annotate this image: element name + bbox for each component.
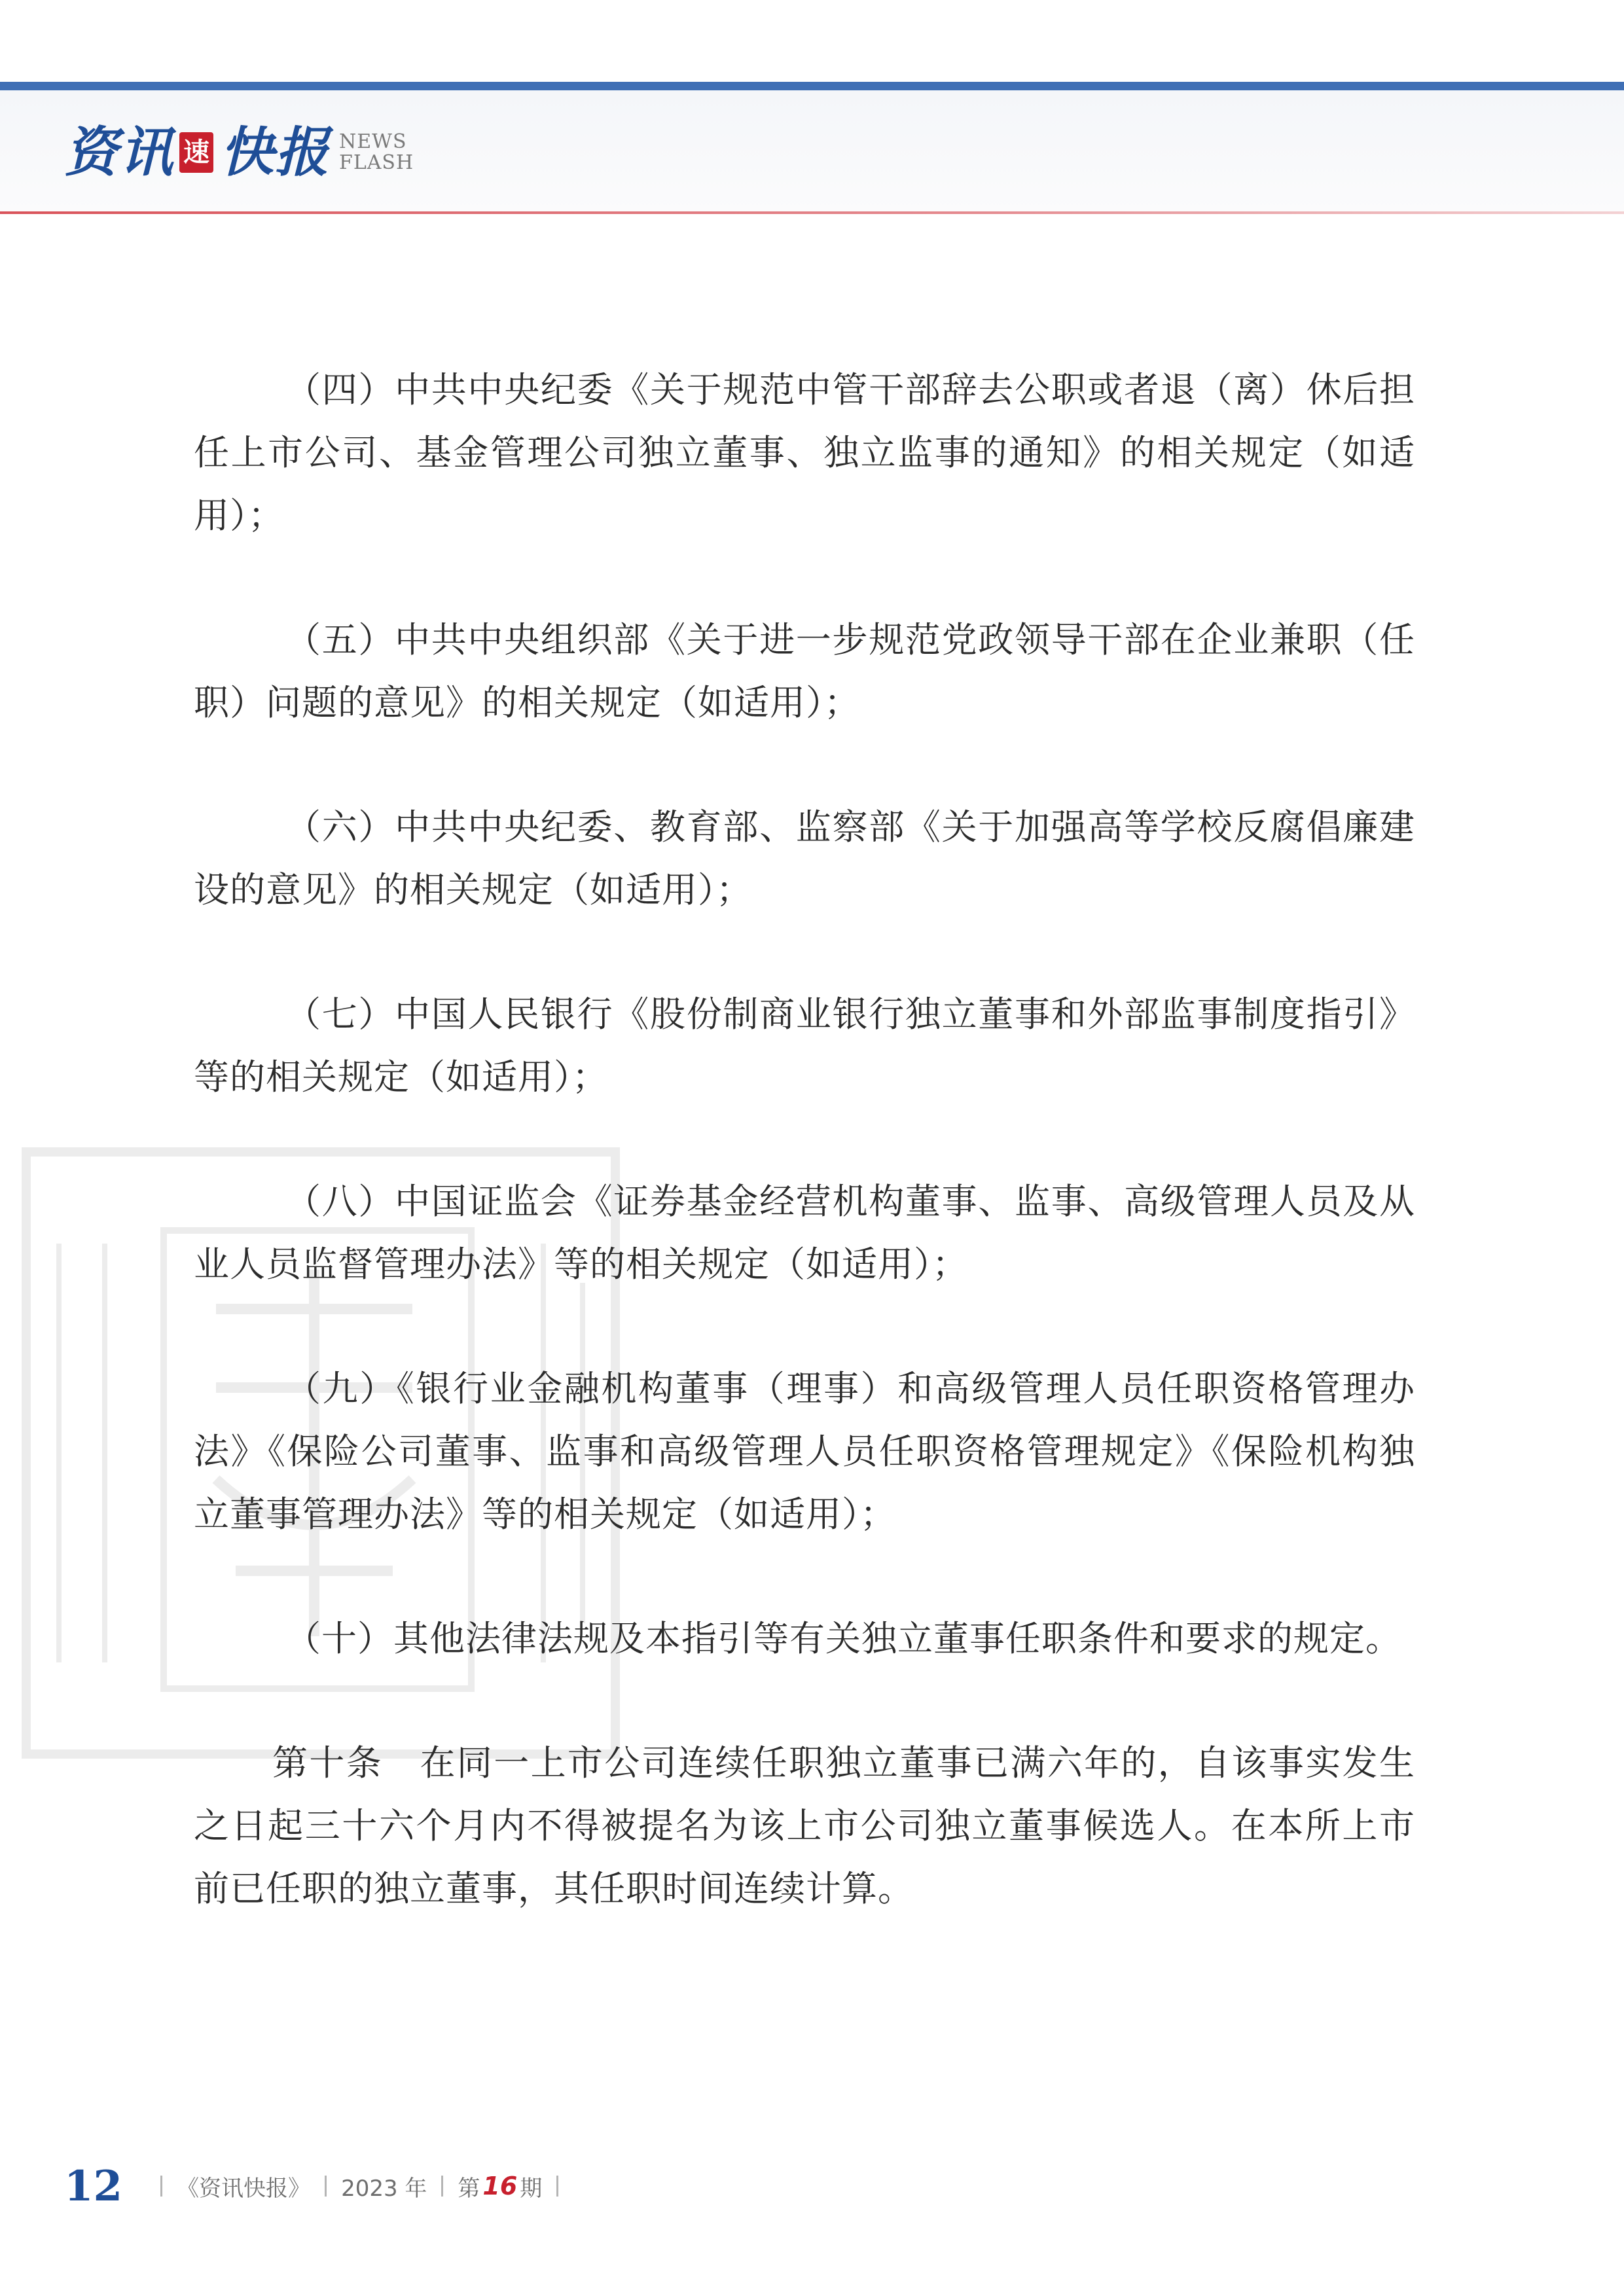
- article-body: [194, 359, 1415, 1982]
- footer-separator: [556, 2176, 558, 2197]
- footer-separator: [441, 2176, 443, 2197]
- logo-english-line1: NEWS: [339, 130, 407, 153]
- footer-issue-number: 16: [482, 2172, 518, 2200]
- logo-title-part2: 快报: [220, 121, 330, 184]
- footer-publication: 《资讯快报》: [177, 2175, 311, 2202]
- logo-title-part1: 资讯: [64, 121, 174, 184]
- paragraph-article-10: 第十条 在同一上市公司连续任职独立董事已满六年的，自该事实发生之日起三十六个月内不得被提名为该上市公司独立董事候选人。在本所上市前已任职的独立董事，其任职时间连续计算。: [194, 1742, 1415, 1909]
- masthead-logo: [64, 117, 414, 188]
- footer-separator: [325, 2176, 327, 2197]
- header-divider: [0, 211, 1624, 214]
- paragraph-item-4: （四）中共中央纪委《关于规范中管干部辞去公职或者退（离）休后担任上市公司、基金管理公司独立董事、独立监事的通知》的相关规定（如适用）；: [194, 369, 1415, 536]
- paragraph-item-8: （八）中国证监会《证券基金经营机构董事、监事、高级管理人员及从业人员监督管理办法》等的相关规定（如适用）；: [194, 1181, 1415, 1285]
- footer-year: 2023 年: [341, 2175, 427, 2202]
- logo-english: [339, 132, 414, 173]
- paragraph-item-10: （十）其他法律法规及本指引等有关独立董事任职条件和要求的规定。: [285, 1618, 1401, 1659]
- logo-seal-icon: [179, 132, 213, 173]
- header-top-bar: [0, 82, 1624, 90]
- footer-issue-prefix: 第: [458, 2175, 480, 2202]
- paragraph-item-5: （五）中共中央组织部《关于进一步规范党政领导干部在企业兼职（任职）问题的意见》的相关规定（如适用）；: [194, 619, 1415, 723]
- footer-separator: [160, 2176, 162, 2197]
- paragraph-item-6: （六）中共中央纪委、教育部、监察部《关于加强高等学校反腐倡廉建设的意见》的相关规定（如适用）；: [194, 806, 1415, 910]
- paragraph-item-9: （九）《银行业金融机构董事（理事）和高级管理人员任职资格管理办法》《保险公司董事、监事和高级管理人员任职资格管理规定》《保险机构独立董事管理办法》等的相关规定（如适用）；: [194, 1368, 1415, 1535]
- paragraph-item-7: （七）中国人民银行《股份制商业银行独立董事和外部监事制度指引》等的相关规定（如适用）；: [194, 994, 1415, 1098]
- page-number: 12: [64, 2161, 123, 2211]
- logo-seal-char: 速: [183, 137, 209, 168]
- footer-issue-suffix: 期: [520, 2175, 543, 2202]
- page-footer: [64, 2160, 573, 2212]
- logo-english-line2: FLASH: [339, 151, 414, 174]
